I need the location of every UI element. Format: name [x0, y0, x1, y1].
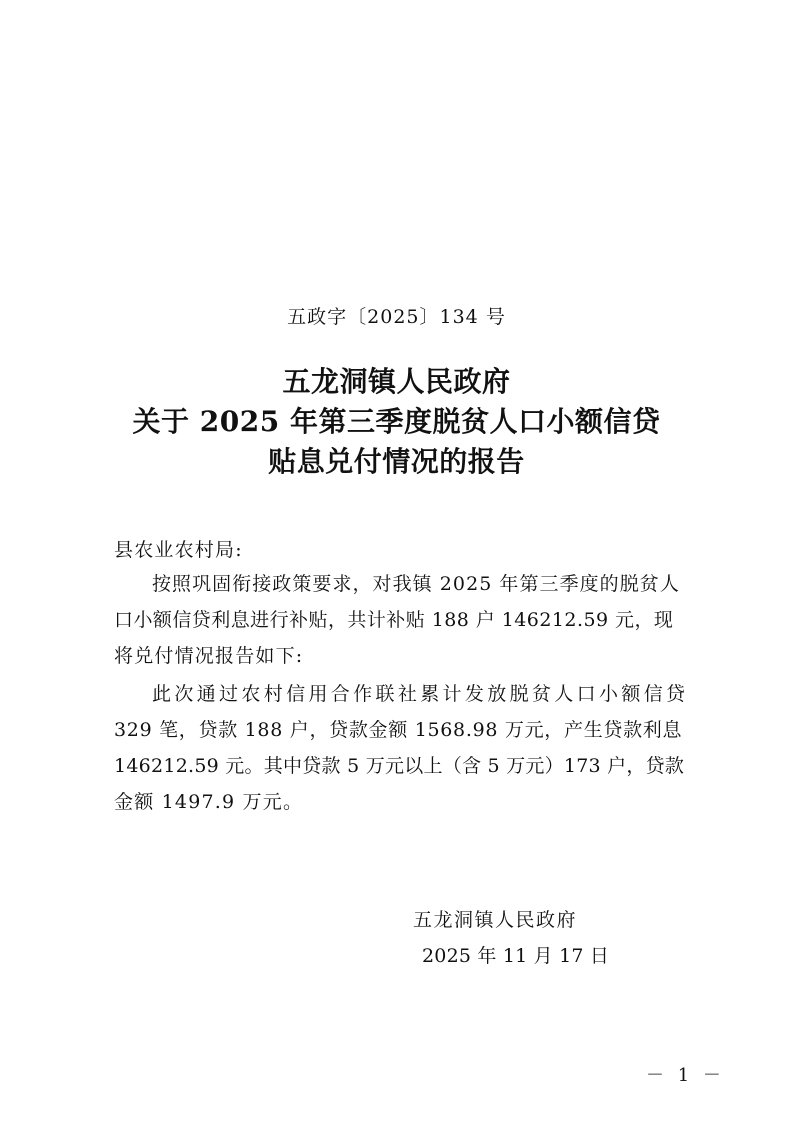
paragraph-2-line-3: 146212.59 元。其中贷款 5 万元以上（含 5 万元）173 户，贷款 — [114, 755, 685, 777]
paragraph-1-line-1: 按照巩固衔接政策要求，对我镇 2025 年第三季度的脱贫人 — [152, 573, 680, 595]
paragraph-1-line-3: 将兑付情况报告如下: — [114, 645, 304, 667]
paragraph-2-line-4: 金额 1497.9 万元。 — [114, 791, 304, 813]
title-line-3: 贴息兑付情况的报告 — [268, 445, 525, 478]
document-title — [0, 362, 793, 482]
title-line-1: 五龙洞镇人民政府 — [282, 365, 511, 398]
addressee: 县农业农村局: — [114, 539, 243, 561]
title-line-2: 关于 2025 年第三季度脱贫人口小额信贷 — [132, 405, 661, 438]
signature-date: 2025 年 11 月 17 日 — [422, 945, 610, 967]
paragraph-1-line-2: 口小额信贷利息进行补贴，共计补贴 188 户 146212.59 元，现 — [114, 609, 674, 631]
page-number: － 1 － — [646, 1065, 725, 1086]
paragraph-2-line-1: 此次通过农村信用合作联社累计发放脱贫人口小额信贷 — [152, 683, 689, 705]
signature-issuer: 五龙洞镇人民政府 — [413, 909, 578, 931]
paragraph-2-line-2: 329 笔，贷款 188 户，贷款金额 1568.98 万元，产生贷款利息 — [114, 719, 683, 741]
document-number: 五政字〔2025〕134 号 — [287, 306, 506, 328]
